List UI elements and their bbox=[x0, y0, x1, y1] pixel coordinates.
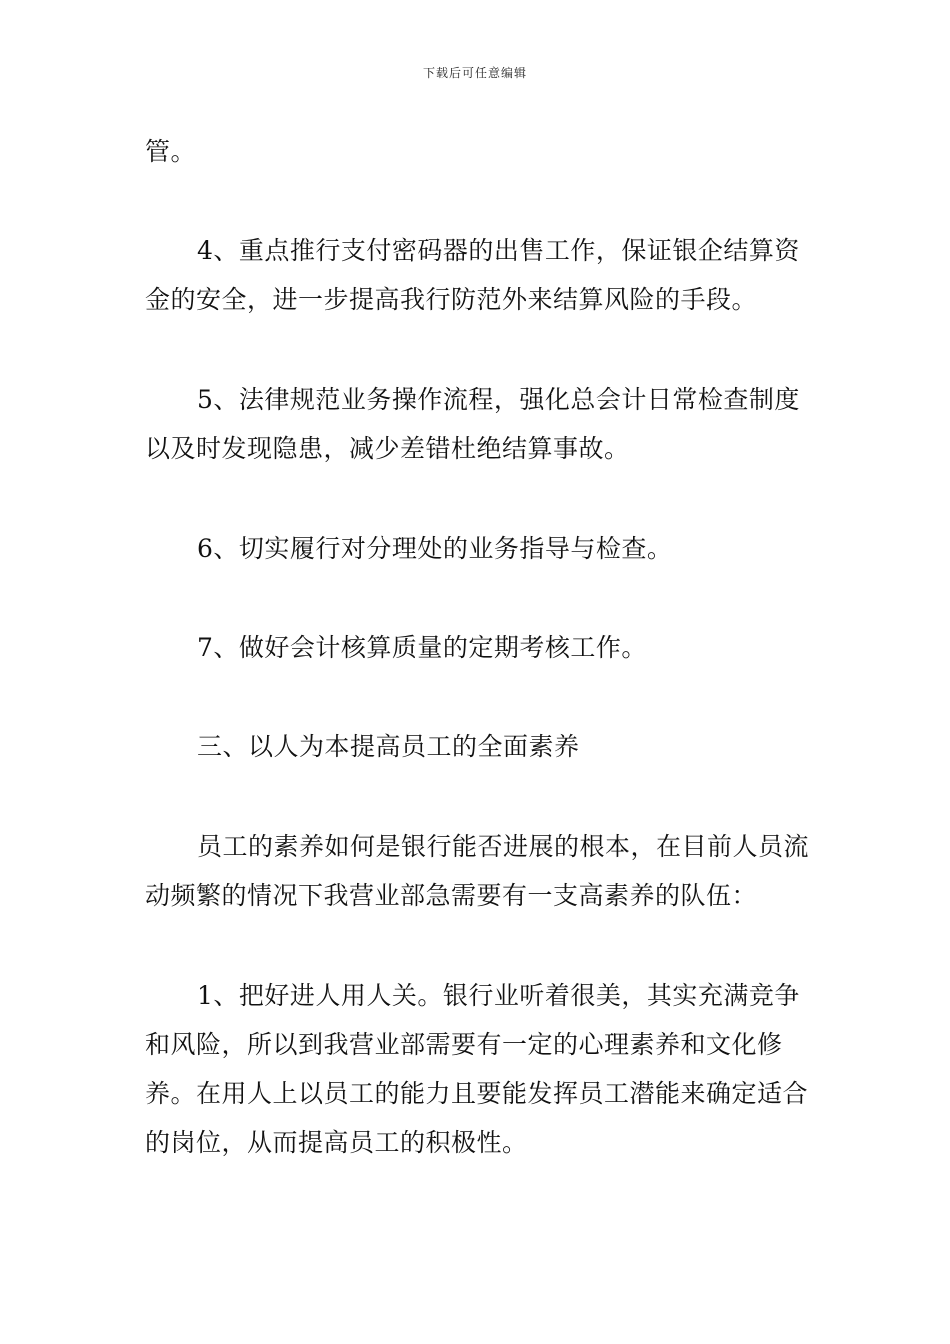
paragraph-2: 5、法律规范业务操作流程，强化总会计日常检查制度以及时发现隐患，减少差错杜绝结算事故。 bbox=[145, 385, 800, 463]
paragraph-3: 6、切实履行对分理处的业务指导与检查。 bbox=[197, 534, 673, 563]
section-heading: 三、以人为本提高员工的全面素养 bbox=[197, 732, 580, 761]
paragraph-7: 1、把好进人用人关。银行业听着很美，其实充满竞争和风险，所以到我营业部需要有一定的心理素养和文化修养。在用人上以员工的能力且要能发挥员工潜能来确定适合的岗位，从而提高员工的积极性。 bbox=[145, 981, 809, 1157]
paragraph-0: 管。 bbox=[145, 137, 197, 166]
paragraph-1: 4、重点推行支付密码器的出售工作，保证银企结算资金的安全，进一步提高我行防范外来结算风险的手段。 bbox=[145, 236, 800, 314]
paragraph-6: 员工的素养如何是银行能否进展的根本，在目前人员流动频繁的情况下我营业部急需要有一支高素养的队伍： bbox=[145, 832, 810, 910]
header-note: 下载后可任意编辑 bbox=[422, 66, 527, 80]
paragraph-4: 7、做好会计核算质量的定期考核工作。 bbox=[197, 633, 647, 662]
